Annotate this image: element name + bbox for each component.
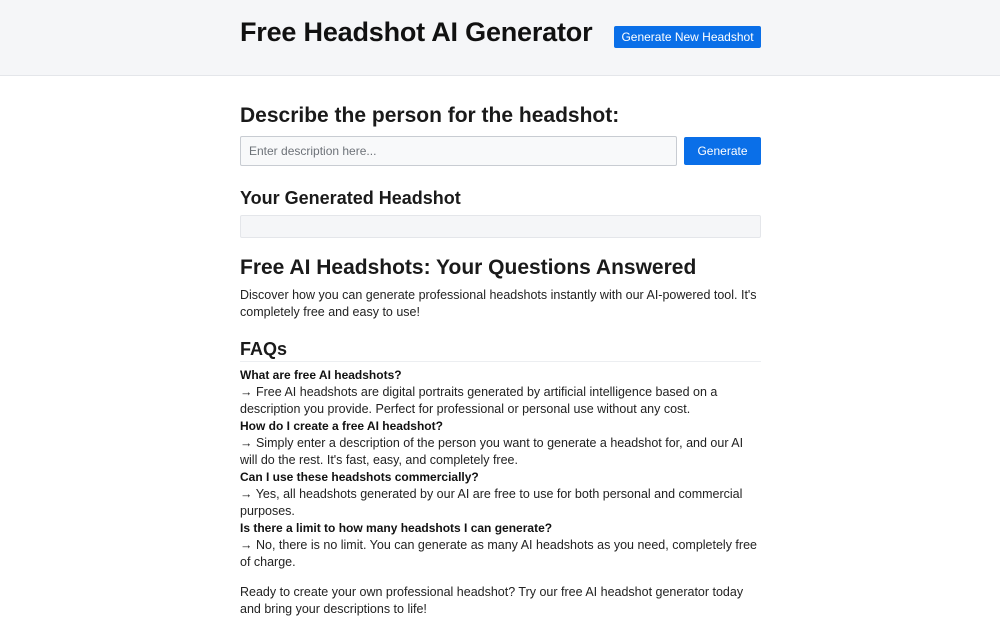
faq-answer: → Simply enter a description of the person you want to generate a headshot for, and our AI will do the rest. It's fast, easy, and completely free.: [240, 436, 744, 467]
result-heading: Your Generated Headshot: [240, 188, 461, 208]
faq-list: [240, 367, 761, 571]
faqs-heading: FAQs: [240, 339, 288, 359]
outro-text: Ready to create your own professional headshot? Try our free AI headshot generator today and bring your descriptions to life!: [240, 585, 744, 616]
faq-section-heading: Free AI Headshots: Your Questions Answered: [240, 256, 697, 279]
generate-button[interactable]: Generate: [684, 137, 761, 165]
describe-heading: Describe the person for the headshot:: [240, 104, 620, 127]
description-input[interactable]: [240, 136, 677, 166]
faq-answer: → Yes, all headshots generated by our AI are free to use for both personal and commercial purposes.: [240, 487, 743, 518]
generate-new-headshot-button[interactable]: Generate New Headshot: [614, 26, 761, 48]
site-header: [0, 0, 1000, 76]
faq-answer: → Free AI headshots are digital portraits generated by artificial intelligence based on a description you provide. Perfect for professional or personal use without any cost.: [240, 385, 718, 416]
site-title: Free Headshot AI Generator: [240, 17, 593, 47]
faq-intro-text: Discover how you can generate professional headshots instantly with our AI-powered tool. It's completely free and easy to use!: [240, 288, 757, 319]
headshot-result-area: [240, 215, 761, 238]
faq-question: Is there a limit to how many headshots I can generate?: [240, 521, 553, 535]
faq-question: What are free AI headshots?: [240, 368, 402, 382]
faq-answer: → No, there is no limit. You can generate as many AI headshots as you need, completely free of charge.: [240, 538, 757, 569]
faq-question: How do I create a free AI headshot?: [240, 419, 443, 433]
faq-question: Can I use these headshots commercially?: [240, 470, 479, 484]
faq-divider: [240, 361, 761, 362]
